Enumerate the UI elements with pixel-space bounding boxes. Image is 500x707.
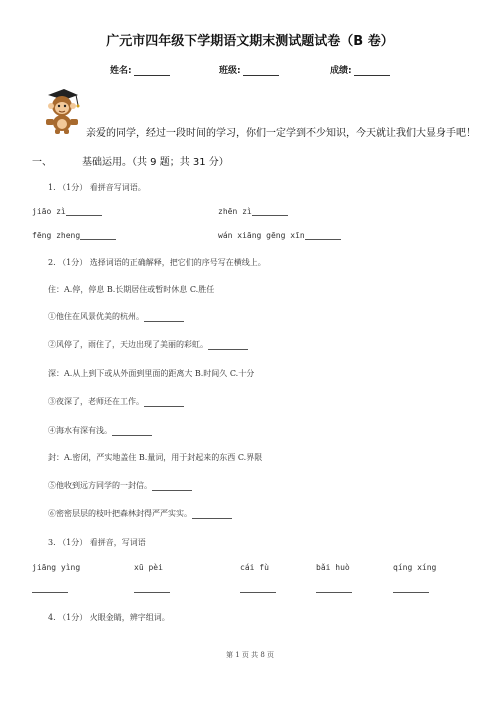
q2-sentence — [48, 339, 248, 350]
q3-pinyin-1: jiāng yìng — [32, 563, 81, 572]
q1-pinyin-1: jiāo zì — [32, 207, 66, 216]
intro-text: 亲爱的同学，经过一段时间的学习，你们一定学到不少知识，今天就让我们大显身手吧！ — [86, 128, 476, 139]
q1-stem: 1. （1分） 看拼音写词语。 — [48, 183, 146, 192]
q2-zhu-definitions: 住：A.停，停息 B.长期居住或暂时休息 C.胜任 — [48, 285, 215, 294]
q2-sentence — [48, 396, 184, 407]
q2-sentence — [48, 508, 232, 519]
q2-sentence — [48, 425, 152, 436]
q1-pinyin-3: fēng zheng — [32, 231, 81, 240]
q2-sentence-6: ⑥密密层层的枝叶把森林封得严严实实。 — [48, 509, 192, 518]
q3-pinyin-4: bǎi huò — [316, 563, 350, 572]
q2-stem: 2. （1分） 选择词语的正确解释，把它们的序号写在横线上。 — [48, 258, 266, 267]
class-label: 班级: — [219, 66, 241, 76]
q2-feng-definitions: 封：A.密闭，严实地盖住 B.量词，用于封起来的东西 C.界限 — [48, 453, 263, 462]
q1-pinyin-2: zhēn zì — [218, 207, 252, 216]
q3-pinyin-2: xū pèi — [134, 563, 163, 572]
q1-item — [32, 207, 102, 216]
answer-blank[interactable] — [240, 584, 276, 593]
answer-blank[interactable] — [252, 207, 288, 216]
answer-blank[interactable] — [152, 482, 192, 491]
answer-blank[interactable] — [80, 231, 116, 240]
answer-blank[interactable] — [144, 398, 184, 407]
q3-pinyin-3: cái fù — [240, 563, 269, 572]
q3-pinyin-5: qíng xíng — [393, 563, 437, 572]
q2-shen-definitions: 深：A.从上到下或从外面到里面的距离大 B.时间久 C.十分 — [48, 369, 255, 378]
page-title: 广元市四年级下学期语文期末测试题试卷（B 卷） — [106, 34, 394, 49]
q1-item — [218, 207, 288, 216]
answer-blank[interactable] — [32, 584, 68, 593]
page-footer: 第 1 页 共 8 页 — [225, 651, 275, 659]
answer-blank[interactable] — [144, 313, 184, 322]
q4-stem: 4. （1分） 火眼金睛，辨字组词。 — [48, 613, 170, 622]
q2-sentence — [48, 480, 192, 491]
score-blank[interactable] — [354, 66, 390, 76]
answer-blank[interactable] — [66, 207, 102, 216]
name-label: 姓名: — [110, 66, 132, 76]
q2-sentence-4: ④海水有深有浅。 — [48, 426, 112, 435]
section-title: 基础运用。（共 9 题；共 31 分） — [82, 157, 229, 168]
answer-blank[interactable] — [316, 584, 352, 593]
q1-pinyin-4: wán xiāng gēng xīn — [218, 231, 305, 240]
monkey-mascot-icon — [38, 85, 82, 135]
q2-sentence-3: ③夜深了，老师还在工作。 — [48, 397, 144, 406]
section-number: 一、 — [32, 157, 52, 168]
q1-item — [32, 231, 116, 240]
q1-item — [218, 231, 341, 240]
q2-sentence — [48, 311, 184, 322]
answer-blank[interactable] — [112, 427, 152, 436]
name-blank[interactable] — [134, 66, 170, 76]
answer-blank[interactable] — [208, 341, 248, 350]
score-label: 成绩: — [330, 66, 352, 76]
score-field[interactable] — [330, 63, 390, 76]
class-blank[interactable] — [243, 66, 279, 76]
class-field[interactable] — [219, 63, 279, 76]
answer-blank[interactable] — [134, 584, 170, 593]
section-heading — [32, 153, 229, 168]
q3-stem: 3. （1分） 看拼音，写词语 — [48, 538, 146, 547]
answer-blank[interactable] — [305, 231, 341, 240]
name-field[interactable] — [110, 63, 170, 76]
q2-sentence-5: ⑤他收到远方同学的一封信。 — [48, 481, 152, 490]
q2-sentence-1: ①他住在风景优美的杭州。 — [48, 312, 144, 321]
q2-sentence-2: ②风停了，雨住了，天边出现了美丽的彩虹。 — [48, 340, 208, 349]
answer-blank[interactable] — [393, 584, 429, 593]
answer-blank[interactable] — [192, 510, 232, 519]
